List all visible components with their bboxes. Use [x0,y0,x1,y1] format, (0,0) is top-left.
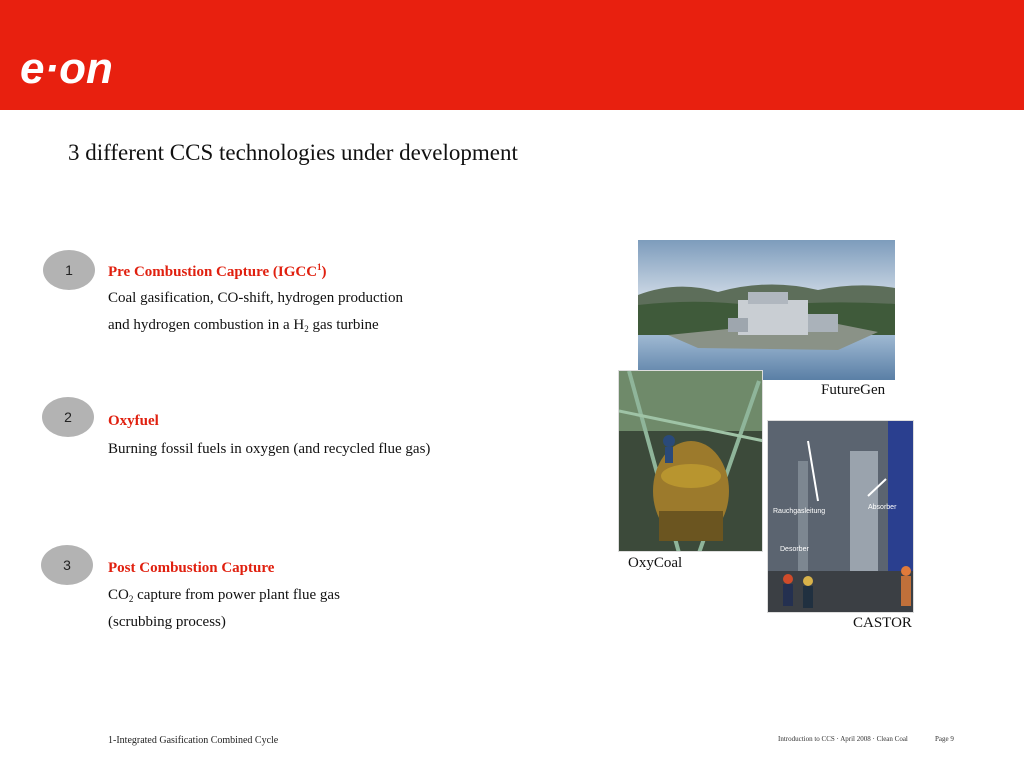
oxycoal-photo [618,370,763,552]
header-bar [0,0,1024,110]
number-badge-3: 3 [41,545,93,585]
svg-text:e·on: e·on [20,45,113,93]
eon-logo [20,45,160,93]
futuregen-caption: FutureGen [821,382,886,398]
item-1-line-2: and hydrogen combustion in a $H_2$ gas turbine [108,317,379,334]
slide-title: 3 different CCS technologies under development [68,140,518,165]
page-number: Page 9 [935,735,954,743]
item-2-line-1: Burning fossil fuels in oxygen (and recycled flue gas) [108,441,431,457]
item-title-1: Pre Combustion Capture (IGCC$^1$) [108,262,327,280]
castor-photo [767,420,914,613]
item-title-3: Post Combustion Capture [108,560,275,576]
number-badge-2: 2 [42,397,94,437]
svg-text:Rauchgasleitung: Rauchgasleitung [773,508,826,515]
svg-text:Absorber: Absorber [868,504,897,511]
item-1-line-1: Coal gasification, CO-shift, hydrogen production [108,290,403,306]
item-3-line-1: $CO_2$ capture from power plant flue gas [108,587,340,604]
oxycoal-caption: OxyCoal [628,555,683,571]
castor-caption: CASTOR [853,615,912,631]
svg-text:Desorber: Desorber [780,546,809,553]
footer-meta: Introduction to CCS · April 2008 · Clean Coal [778,735,908,743]
futuregen-photo [638,240,895,380]
number-badge-1: 1 [43,250,95,290]
item-title-2: Oxyfuel [108,413,159,429]
footnote: 1-Integrated Gasification Combined Cycle [108,735,279,746]
item-3-line-2: (scrubbing process) [108,614,226,630]
